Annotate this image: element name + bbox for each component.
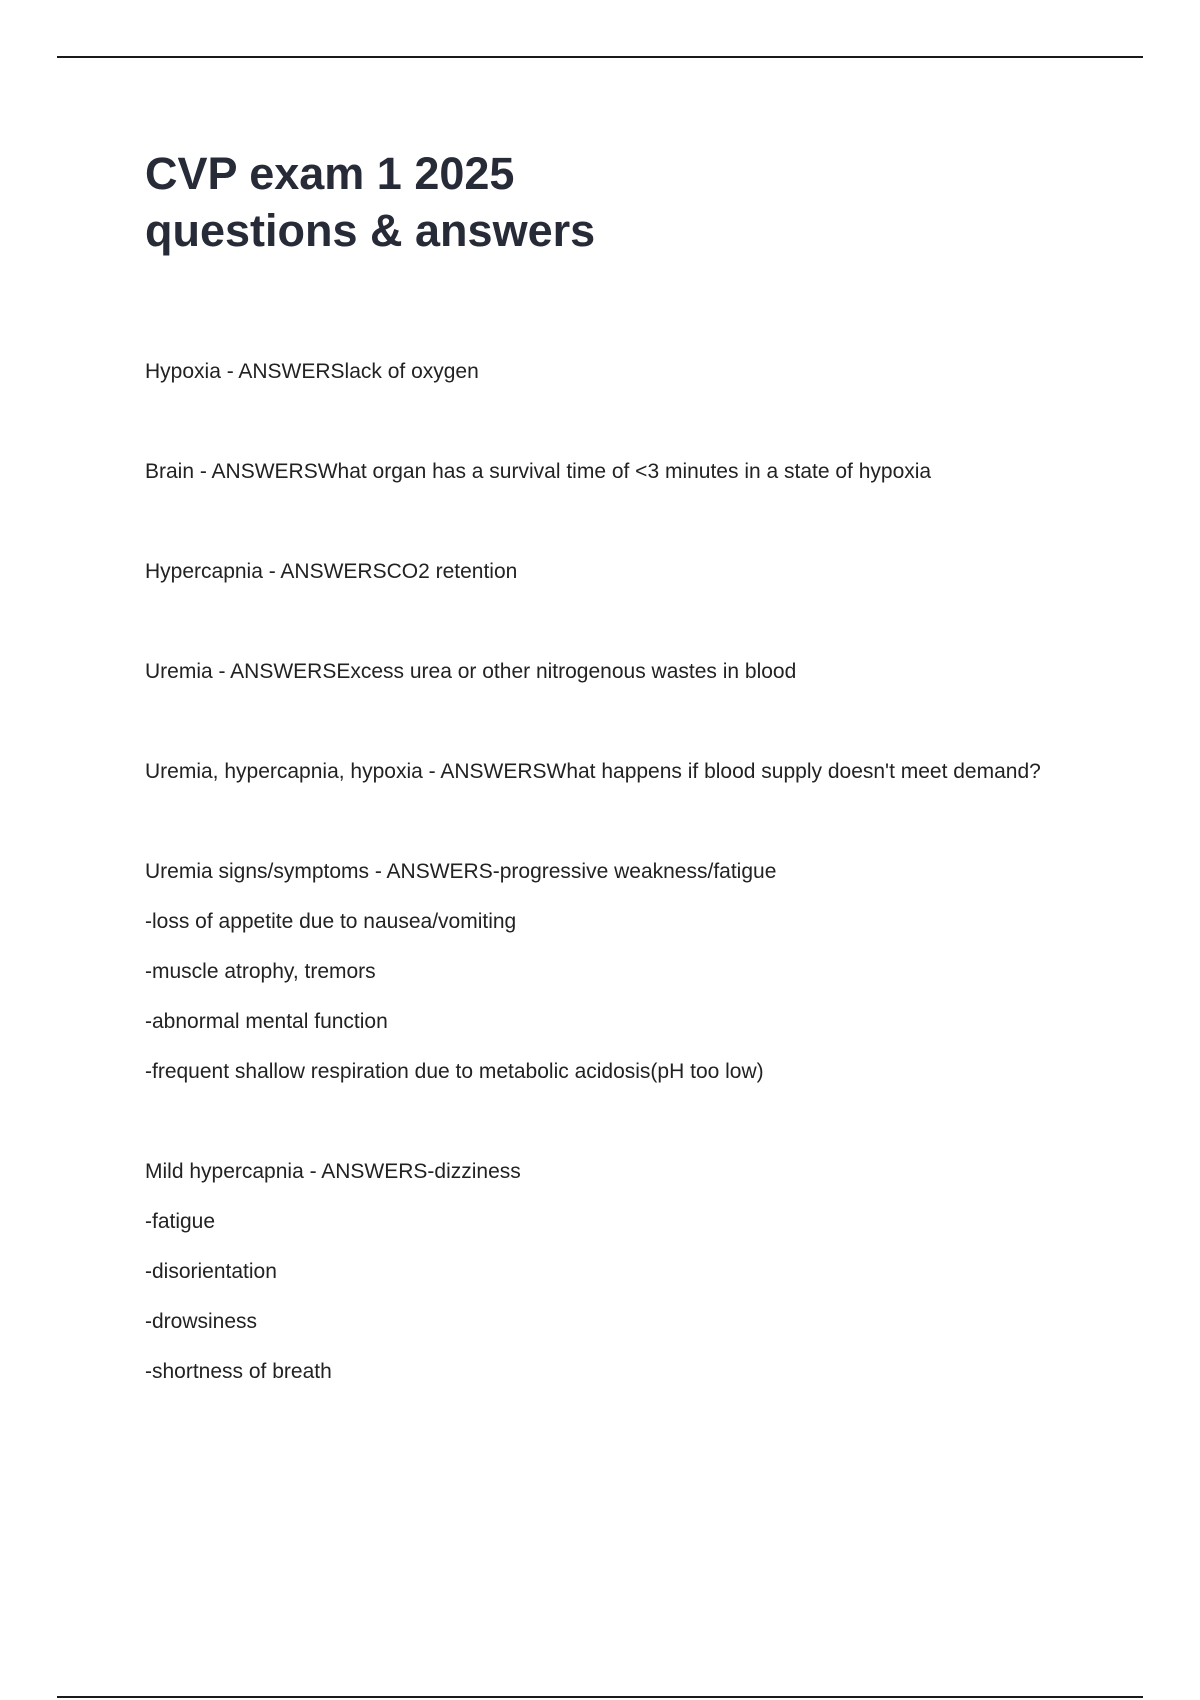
- qa-entry-uremia: [145, 655, 1145, 705]
- qa-entry-hypoxia: [145, 355, 1145, 405]
- qa-entry-mild-hypercapnia: [145, 1155, 1145, 1405]
- qa-line: -muscle atrophy, tremors: [145, 960, 376, 983]
- qa-line: Uremia, hypercapnia, hypoxia - ANSWERSWhat happens if blood supply doesn't meet demand?: [145, 760, 1041, 783]
- qa-entry-brain: [145, 455, 1145, 505]
- qa-line: Uremia signs/symptoms - ANSWERS-progressive weakness/fatigue: [145, 860, 777, 883]
- qa-line: -drowsiness: [145, 1310, 258, 1333]
- title-line-1: CVP exam 1 2025: [145, 148, 515, 199]
- document-title: [145, 145, 595, 259]
- qa-line: -shortness of breath: [145, 1360, 332, 1383]
- qa-line: -disorientation: [145, 1260, 277, 1283]
- qa-line: -frequent shallow respiration due to metabolic acidosis(pH too low): [145, 1060, 764, 1083]
- title-line-2: questions & answers: [145, 205, 596, 256]
- qa-entry-hypercapnia: [145, 555, 1145, 605]
- qa-line: Mild hypercapnia - ANSWERS-dizziness: [145, 1160, 521, 1183]
- qa-line: Uremia - ANSWERSExcess urea or other nitrogenous wastes in blood: [145, 660, 797, 683]
- footer-rule: [57, 1696, 1143, 1698]
- qa-line: Hypercapnia - ANSWERSCO2 retention: [145, 560, 518, 583]
- header-rule: [57, 56, 1143, 58]
- qa-entry-uremia-symptoms: [145, 855, 1145, 1105]
- qa-line: Hypoxia - ANSWERSlack of oxygen: [145, 360, 479, 383]
- qa-line: -loss of appetite due to nausea/vomiting: [145, 910, 517, 933]
- qa-list: [145, 355, 1145, 1405]
- qa-line: -fatigue: [145, 1210, 216, 1233]
- qa-entry-supply-demand: [145, 755, 1145, 805]
- qa-line: -abnormal mental function: [145, 1010, 388, 1033]
- qa-line: Brain - ANSWERSWhat organ has a survival time of <3 minutes in a state of hypoxia: [145, 460, 932, 483]
